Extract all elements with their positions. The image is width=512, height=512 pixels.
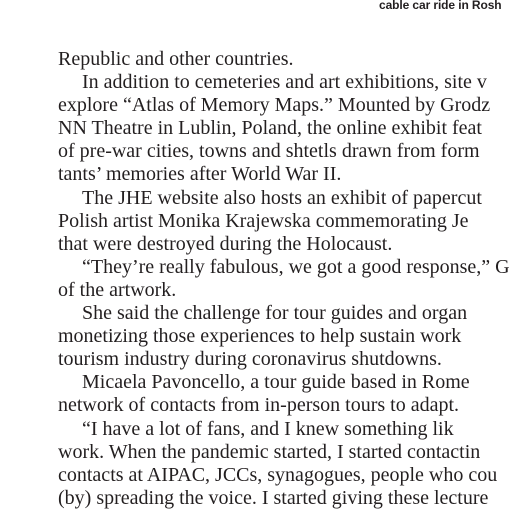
text-line: Polish artist Monika Krajewska commemorating Je <box>58 209 469 232</box>
text-line: network of contacts from in-person tours to adapt. <box>58 394 460 417</box>
paragraph-first-line: “I have a lot of fans, and I knew something lik <box>82 417 454 440</box>
text-line: NN Theatre in Lublin, Poland, the online exhibit feat <box>58 117 482 140</box>
running-header-title: cable car ride in Rosh <box>379 0 502 12</box>
text-line: contacts at AIPAC, JCCs, synagogues, people who cou <box>58 463 498 486</box>
text-line: of pre-war cities, towns and shtetls drawn from form <box>58 140 480 163</box>
text-line: (by) spreading the voice. I started giving these lecture <box>58 486 489 509</box>
paragraph-first-line: In addition to cemeteries and art exhibitions, site v <box>82 71 487 94</box>
text-line: that were destroyed during the Holocaust. <box>58 232 393 255</box>
paragraph-first-line: “They’re really fabulous, we got a good response,” G <box>82 255 510 278</box>
article-body <box>58 48 512 510</box>
text-line: Republic and other countries. <box>58 48 294 70</box>
text-line: work. When the pandemic started, I started contactin <box>58 440 481 463</box>
paragraph-first-line: The JHE website also hosts an exhibit of papercut <box>82 186 482 209</box>
text-line: tourism industry during coronavirus shutdowns. <box>58 348 442 371</box>
paragraph-first-line: She said the challenge for tour guides and organ <box>82 302 468 325</box>
text-line: tants’ memories after World War II. <box>58 163 342 186</box>
text-line: explore “Atlas of Memory Maps.” Mounted by Grodz <box>58 94 491 117</box>
text-line: monetizing those experiences to help sustain work <box>58 325 462 348</box>
running-header <box>0 0 512 14</box>
text-line: of the artwork. <box>58 278 177 301</box>
paragraph-first-line: Micaela Pavoncello, a tour guide based in Rome <box>82 371 470 394</box>
